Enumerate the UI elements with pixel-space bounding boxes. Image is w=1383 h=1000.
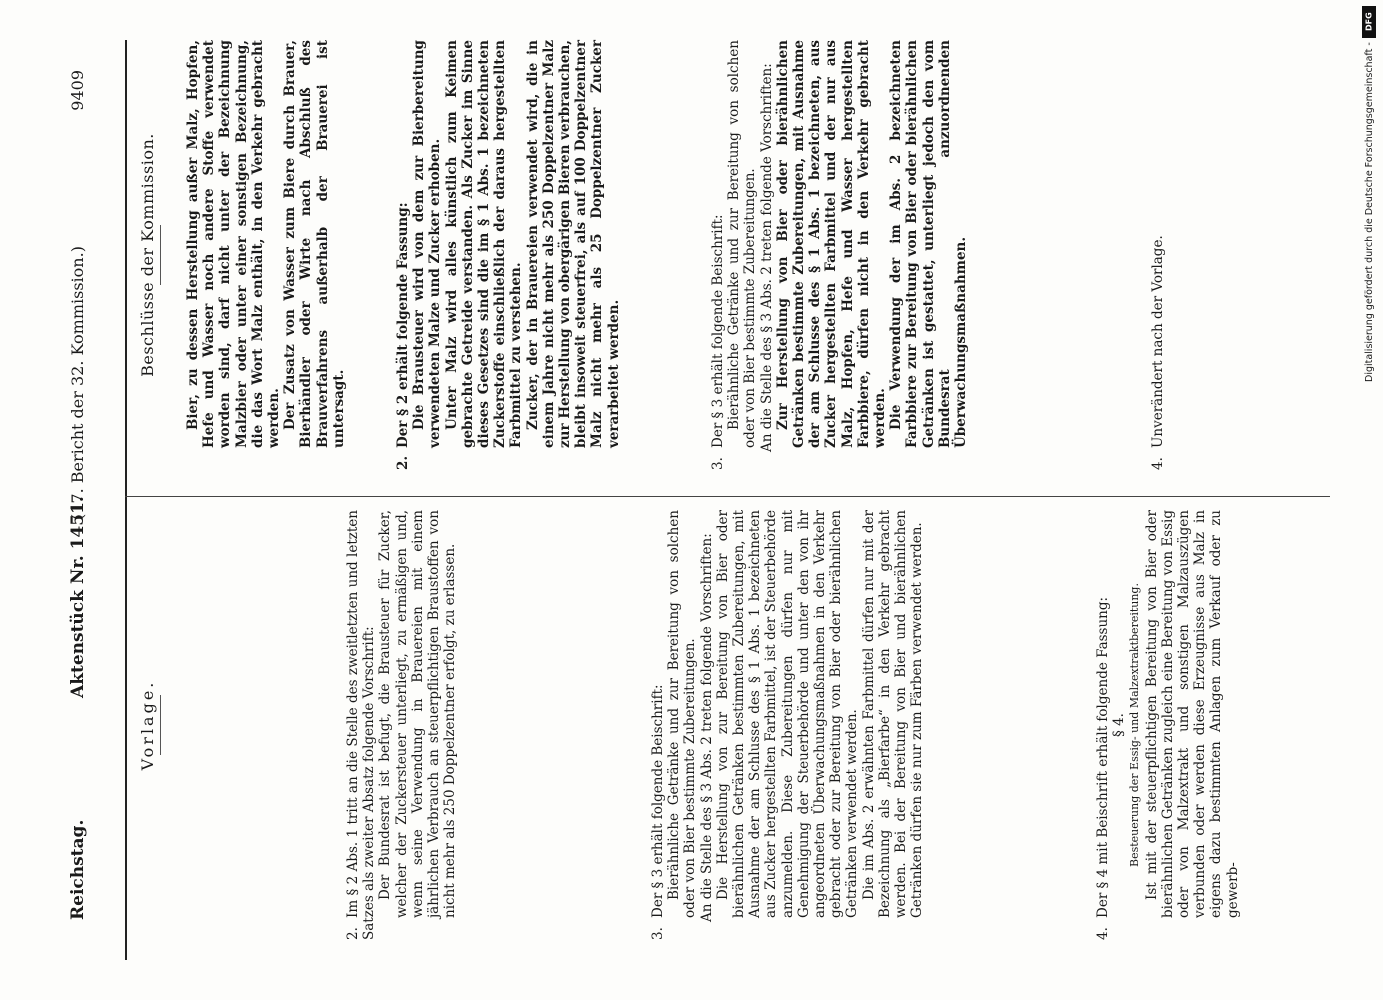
item-quote-3: Die im Abs. 2 erwähnten Farbmittel dürfen nur mit der Bezeichnung als „Bierfarbe“ in den Verkehr gebracht werden. Bei der Bereitung von Bier und bierähnlichen Getränken dürfen sie nur zum Färben verwendet werden. [860,510,926,918]
item-quote: Bierähnliche Getränke und zur Bereitung von solchen oder von Bier bestimmte Zubereitungen. [726,40,759,448]
item-text: Im § 2 Abs. 1 tritt an die Stelle des zweitletzten und letzten Satzes als zweiter Absatz folgende Vorschrift: [345,510,378,940]
item-quote-2: Die Herstellung von zur Bereitung von Bier oder bierähnlichen Getränken bestimmten Zubereitungen, mit Ausnahme der am Schlusse des § 1 Abs. 1 bezeichneten aus Zucker hergestellten Farbmittel, ist der Steuerbehörde anzumelden. Diese Zubereitungen dürfen nur mit Genehmigung der Steuerbehörde und unter den von ihr angeordneten Überwachungsmaßnahmen in den Verkehr gebracht oder zur Bereitung von Bier oder bierähnlichen Getränken verwendet werden. [714,510,861,918]
beschluss-item-4 [1150,40,1166,470]
item-text: Der § 2 erhält folgende Fassung: [395,202,411,448]
item-text: Der § 4 mit Beischrift erhält folgende Fassung: [1095,596,1111,918]
vorlage-item-4 [1095,510,1241,940]
section-number: § 4. [1111,713,1128,737]
column-title-vorlage: Vorlage. [138,679,157,771]
header-reichstag: Reichstag. [68,819,88,920]
column-title-beschluesse: Beschlüsse der Kommission. [138,133,157,377]
item-text: Der § 3 erhält folgende Beischrift: [710,214,726,448]
item-text: Der § 3 erhält folgende Beischrift: [650,684,666,918]
item-quote-3: Zucker, der in Brauereien verwendet wird, die in einem Jahre nicht mehr als 250 Doppelzentner Malz zur Herstellung von obergärigen Bieren verbrauchen, bleibt insoweit steuerfrei, als auf 100 Doppelzentner Malz nicht mehr als 25 Doppelzentner Zucker verarbeitet werden. [524,40,622,448]
item-quote-2: Unter Malz wird alles künstlich zum Keimen gebrachte Getreide verstanden. Als Zucker im Sinne dieses Gesetzes sind die im § 1 Abs. 1 bezeichneten Zuckerstoffe einschließlich der daraus hergestellten Farbmittel zu verstehen. [443,40,525,448]
item-number: 4. [1150,457,1166,470]
item-number: 2. [345,927,361,940]
beschluss-intro [185,40,347,470]
page-header [70,40,100,960]
title-rule [160,695,161,755]
vorlage-item-3 [650,510,925,940]
header-report: (17. Bericht der 32. Kommission.) [68,246,87,520]
item-number: 2. [395,455,411,470]
item-number: 4. [1095,927,1111,940]
beschluss-item-2 [395,40,622,470]
column-beschluesse [138,40,1166,470]
intro-paragraph: Bier, zu dessen Herstellung außer Malz, Hopfen, Hefe und Wasser noch andere Stoffe verwendet worden sind, darf nicht unter der Bezeichnung Malzbier oder unter einer sonstigen Bezeichnung, die das Wort Malz enthält, in den Verkehr gebracht werden. [185,40,283,448]
dfg-logo: DFG [1362,6,1376,38]
beschluss-item-3 [710,40,969,470]
column-divider [125,496,1330,497]
item-quote-3: Die Verwendung der im Abs. 2 bezeichneten Farbbiere zur Bereitung von Bier oder bierähnlichen Getränken ist gestattet, unterliegt jedoch den vom Bundesrat anzuordnenden Überwachungsmaßnahmen. [888,40,970,448]
header-document-number: Aktenstück Nr. 1451. [68,496,88,698]
header-rule [125,40,127,960]
item-number: 3. [710,457,726,470]
item-quote: Der Bundesrat ist befugt, die Brausteuer für Zucker, welcher der Zuckersteuer unterliegt, zu ermäßigen und, wenn seine Verwendung in Brauereien mit einem jährlichen Verbrauch an steuerpflichtigen Braustoffen von nicht mehr als 250 Doppelzentner erfolgt, zu erlassen. [377,510,459,918]
item-number: 3. [650,927,666,940]
page-number: 9409 [68,70,87,111]
vorlage-item-2 [345,510,458,940]
item-quote-2: Zur Herstellung von Bier oder bierähnlichen Getränken bestimmte Zubereitungen, mit Ausnahme der am Schlusse des § 1 Abs. 1 bezeichneten, aus Zucker hergestellten Farbmittel und der nur aus Malz, Hopfen, Hefe und Wasser hergestellten Farbbiere, dürfen nicht in den Verkehr gebracht werden. [774,40,889,448]
intro-paragraph-2: Der Zusatz von Wasser zum Biere durch Brauer, Bierhändler oder Wirte nach Abschluß des Brauverfahrens außerhalb der Brauerei ist untersagt. [282,40,347,448]
item-text-2: An die Stelle des § 3 Abs. 2 treten folgende Vorschriften: [698,533,715,922]
section-title: Besteuerung der Essig- und Malzextraktbereitung. [1128,583,1142,867]
item-text-2: An die Stelle des § 3 Abs. 2 treten folgende Vorschriften: [758,63,775,452]
item-quote: Die Brausteuer wird von dem zur Bierbereitung verwendeten Malze und Zucker erhoben. [411,40,444,448]
rotated-document-sheet [40,40,1330,960]
item-quote: Ist mit der steuerpflichtigen Bereitung von Bier oder bierähnlichen Getränken zugleich eine Bereitung von Essig oder von Malzextrakt und sonstigen Malzauszügen verbunden oder werden diese Erzeugnisse aus Malz in eigens dazu bestimmten Anlagen zum Verkauf oder zu gewerb- [1143,510,1241,918]
item-text: Unverändert nach der Vorlage. [1150,235,1166,448]
digitization-credit: Digitalisierung gefördert durch die Deutsche Forschungsgemeinschaft - [1364,42,1375,382]
item-quote: Bierähnliche Getränke und zur Bereitung von solchen oder von Bier bestimmte Zubereitungen. [666,510,699,918]
title-rule [160,225,161,285]
column-vorlage [138,510,1241,940]
